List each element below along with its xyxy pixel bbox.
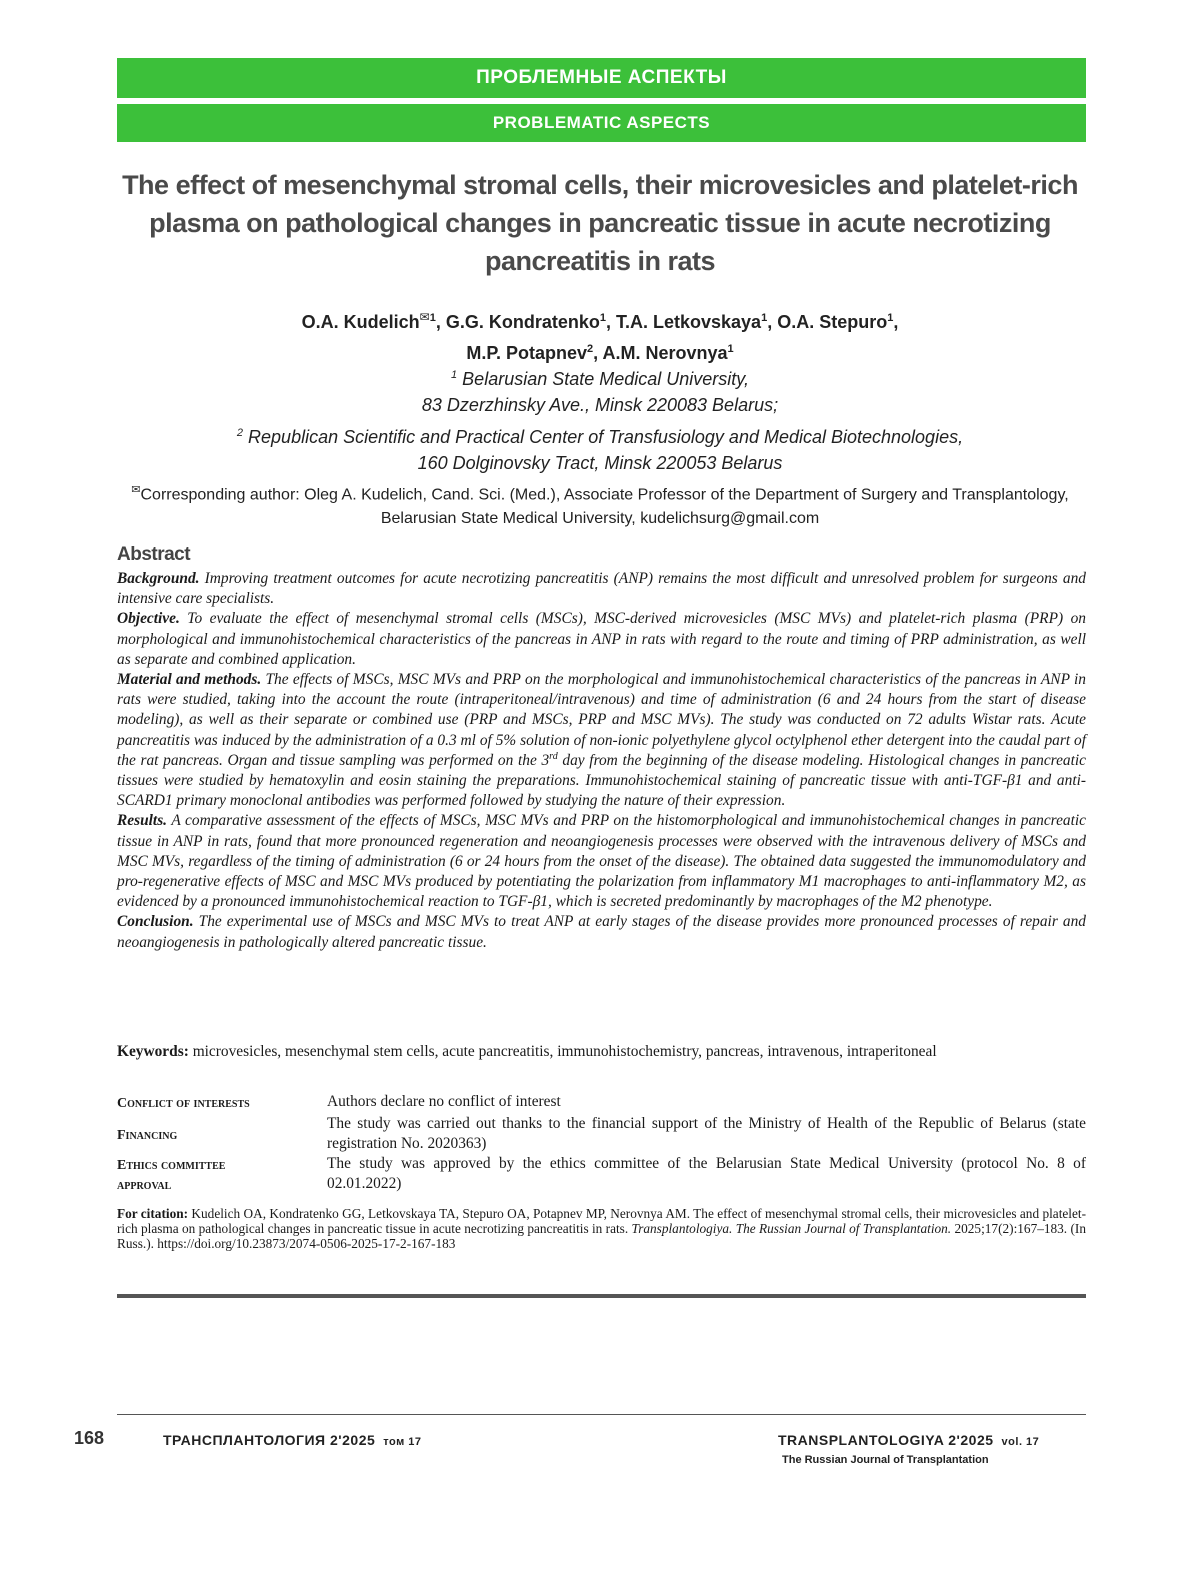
journal-subtitle: The Russian Journal of Transplantation [782, 1454, 989, 1466]
author-affiliation-ref: 1 [599, 312, 606, 324]
meta-row-financing [117, 1114, 1086, 1154]
citation: For citation: Kudelich OA, Kondratenko GG, Letkovskaya TA, Stepuro OA, Potapnev MP, Nerovnya AM. The effect of mesenchymal stromal cells, their microvesicles and platelet-rich plasma on pathological changes in pancreatic tissue in acute necrotizing pancreatitis in rats. Transplantologiya. The Russian Journal of Transplantation. 2025;17(2):167–183. (In Russ.). https://doi.org/10.23873/2074-0506-2025-17-2-167-183 [117, 1206, 1087, 1251]
abstract-objective: Objective. To evaluate the effect of mesenchymal stromal cells (MSCs), MSC-derived microvesicles (MSC MVs) and platelet-rich plasma (PRP) on morphological and immunohistochemical characteristics of the pancreas in ANP in rats with regard to the route and timing of PRP administration, as well as separate and combined application. [117, 610, 1086, 668]
article-title: The effect of mesenchymal stromal cells, their microvesicles and platelet-rich plasma on pathological changes in pancreatic tissue in acute necrotizing pancreatitis in rats [122, 170, 1078, 276]
abstract-background: Background. Improving treatment outcomes for acute necrotizing pancreatitis (ANP) remains the most difficult and unresolved problem for surgeons and intensive care specialists. [117, 570, 1086, 608]
meta-value: The study was approved by the ethics committee of the Belarusian State Medical University (protocol No. 8 of 02.01.2022) [327, 1155, 1086, 1192]
author-name: O.A. Stepuro [777, 312, 888, 332]
author-affiliation-ref: 1 [887, 312, 894, 324]
page-number: 168 [74, 1428, 105, 1448]
citation-label: For citation: [117, 1206, 189, 1221]
envelope-icon: ✉ [419, 310, 430, 324]
author-name: T.A. Letkovskaya [616, 312, 762, 332]
meta-value: The study was carried out thanks to the financial support of the Ministry of Health of the Republic of Belarus (state registration No. 2020363) [327, 1115, 1086, 1152]
journal-name-en: TRANSPLANTOLOGIYA 2'2025 vol. 17 [778, 1432, 1040, 1448]
keywords [117, 1042, 1086, 1062]
meta-row-conflict [117, 1092, 1086, 1114]
divider-footer [117, 1414, 1086, 1415]
keywords-text: microvesicles, mesenchymal stem cells, acute pancreatitis, immunohistochemistry, pancreas, intravenous, intraperitoneal [192, 1043, 937, 1060]
abstract-heading: Abstract [117, 544, 191, 565]
meta-label: Ethics committee approval [117, 1158, 226, 1193]
citation-journal: Transplantologiya. The Russian Journal of Transplantation. [631, 1221, 952, 1236]
abstract-methods: Material and methods. The effects of MSCs, MSC MVs and PRP on the morphological and immunohistochemical characteristics of the pancreas in ANP in rats were studied, taking into the account the route (intraperitoneal/intravenous) and time of administration (6 and 24 hours from the start of disease modeling), as well as their separate or combined use (PRP and MSCs, PRP and MSC MVs). The study was conducted on 72 adults Wistar rats. Acute pancreatitis was induced by the administration of a 0.3 ml of 5% solution of non-ionic polyethylene glycol octylphenol ether detergent into the caudal part of the rat pancreas. Organ and tissue sampling was performed on the 3rd day from the beginning of the disease modeling. Histological changes in pancreatic tissues were studied by hematoxylin and eosin staining the preparations. Immunohistochemical staining of pancreatic tissue with anti-TGF-β1 and anti-SCARD1 primary monoclonal antibodies was performed followed by studying the nature of their expression. [117, 671, 1086, 810]
affiliation-2: $^2$ Republican Scientific and Practical Center of Transfusiology and Medical Biotechnologies, 160 Dolginovsky Tract, Minsk 220053 Belarus [236, 427, 964, 473]
author-name: G.G. Kondratenko [445, 312, 600, 332]
author-affiliation-ref: 1 [429, 312, 436, 324]
section-banner-en: PROBLEMATIC ASPECTS [117, 104, 1086, 142]
corresponding-author [120, 478, 1080, 531]
envelope-icon: ✉ [131, 484, 141, 496]
article-metadata-table [117, 1092, 1086, 1196]
author-affiliation-ref: 1 [727, 343, 734, 355]
abstract-conclusion: Conclusion. The experimental use of MSCs and MSC MVs to treat ANP at early stages of the disease provides more pronounced processes of repair and neoangiogenesis in pathologically altered pancreatic tissue. [117, 913, 1086, 951]
meta-row-ethics [117, 1154, 1086, 1196]
abstract-body [117, 569, 1086, 953]
author-affiliation-ref: 2 [587, 343, 594, 355]
abstract-results: Results. A comparative assessment of the effects of MSCs, MSC MVs and PRP on the histomorphological and immunohistochemical changes in pancreatic tissue in ANP in rats, found that more pronounced regeneration and neoangiogenesis processes were observed with the intravenous delivery of MSCs and MSC MVs, regardless of the timing of administration (6 or 24 hours from the onset of the disease). The obtained data suggested the immunomodulatory and pro-regenerative effects of MSC and MSC MVs produced by potentiating the polarization from inflammatory M1 macrophages to anti-inflammatory M2, as evidenced by a pronounced immunohistochemical reaction to TGF-β1, which is secreted predominantly by macrophages of the M2 phenotype. [117, 812, 1086, 911]
volume-ru: том 17 [383, 1436, 422, 1448]
corresponding-author-text: Corresponding author: Oleg A. Kudelich, Cand. Sci. (Med.), Associate Professor of the Department of Surgery and Transplantology, Belarusian State Medical University, kudelichsurg@gmail.com [140, 486, 1069, 528]
meta-value: Authors declare no conflict of interest [327, 1093, 561, 1110]
volume-en: vol. 17 [1001, 1436, 1040, 1448]
keywords-label: Keywords: [117, 1043, 189, 1060]
meta-label: Conflict of interests [117, 1096, 250, 1111]
affiliation-1: $^1$ Belarusian State Medical University, 83 Dzerzhinsky Ave., Minsk 220083 Belarus; [421, 369, 779, 415]
author-affiliation-ref: 1 [761, 312, 768, 324]
author-name: O.A. Kudelich [301, 312, 420, 332]
author-name: A.M. Nerovnya [602, 343, 728, 363]
author-list: O.A. Kudelich$^{✉1}$, G.G. Kondratenko$^1$, T.A. Letkovskaya$^1$, O.A. Stepuro$^1$, M.P. Potapnev$^2$, A.M. Nerovnya$^1$ [301, 310, 899, 363]
meta-label: Financing [117, 1128, 178, 1143]
journal-name-ru: ТРАНСПЛАНТОЛОГИЯ 2'2025 том 17 [163, 1432, 422, 1448]
section-banner-ru: ПРОБЛЕМНЫЕ АСПЕКТЫ [117, 58, 1086, 98]
author-name: M.P. Potapnev [466, 343, 588, 363]
divider-thick [117, 1294, 1086, 1298]
